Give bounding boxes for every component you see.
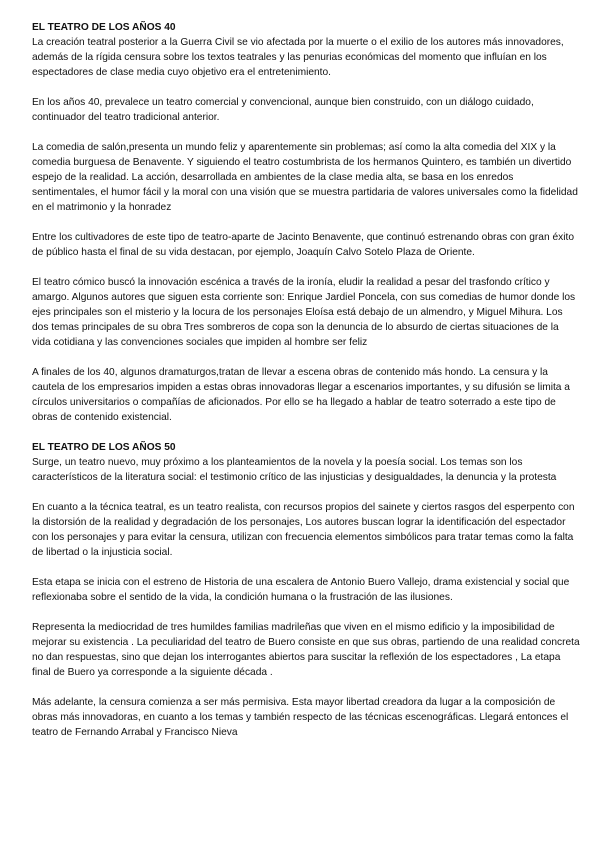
paragraph: Esta etapa se inicia con el estreno de Historia de una escalera de Antonio Buero Vallejo, drama existencial y social que reflexionaba sobre el sentido de la vida, la condición humana o la frustración de las ilusiones. xyxy=(32,577,570,603)
paragraph: En los años 40, prevalece un teatro comercial y convencional, aunque bien construido, con un diálogo cuidado, continuador del teatro tradicional anterior. xyxy=(32,97,534,123)
paragraph: Representa la mediocridad de tres humildes familias madrileñas que viven en el mismo edificio y la imposibilidad de mejorar su existencia . La peculiaridad del teatro de Buero consiste en que sus obras, partiendo de una realidad concreta no dan respuestas, sino que dejan los interrogantes abiertos para suscitar la reflexión de los espectadores , La etapa final de Buero ya corresponde a la siguiente década . xyxy=(32,622,580,678)
paragraph: El teatro cómico buscó la innovación escénica a través de la ironía, eludir la realidad a pesar del trasfondo crítico y amargo. Algunos autores que siguen esta corriente son: Enrique Jardiel Poncela, con sus comedias de humor donde los ejes principales son el misterio y la locura de los personajes Eloísa está debajo de un almendro, y Miguel Mihura. Los dos temas principales de su obra Tres sombreros de copa son la denuncia de lo absurdo de ciertas situaciones de la vida cotidiana y las convenciones sociales que impiden al hombre ser feliz xyxy=(32,277,576,348)
section-heading: EL TEATRO DE LOS AÑOS 40 xyxy=(32,22,176,33)
paragraph: La comedia de salón,presenta un mundo feliz y aparentemente sin problemas; así como la alta comedia del XIX y la comedia burguesa de Benavente. Y siguiendo el teatro costumbrista de los hermanos Quintero, es también un divertido espejo de la realidad. La acción, desarrollada en ambientes de la clase media alta, se basa en los enredos sentimentales, el humor fácil y la moral con una visión que se muestra partidaria de valores universales como la fidelidad en el matrimonio y la honradez xyxy=(32,142,578,213)
section-teatro-anos-40 xyxy=(32,20,580,425)
paragraph: Surge, un teatro nuevo, muy próximo a los planteamientos de la novela y la poesía social. Los temas son los característicos de la literatura social: el testimonio crítico de las injusticias y desigualdades, la denuncia y la protesta xyxy=(32,457,557,483)
document-page xyxy=(32,20,580,755)
paragraph: La creación teatral posterior a la Guerra Civil se vio afectada por la muerte o el exilio de los autores más innovadores, además de la rígida censura sobre los textos teatrales y las penurias económicas del momento que influían en los espectadores de clase media cuyo objetivo era el entretenimiento. xyxy=(32,37,564,78)
section-teatro-anos-50 xyxy=(32,440,580,740)
paragraph: Más adelante, la censura comienza a ser más permisiva. Esta mayor libertad creadora da lugar a la composición de obras más innovadoras, en cuanto a los temas y también respecto de las técnicas escenográficas. Llegará entonces el teatro de Fernando Arrabal y Francisco Nieva xyxy=(32,697,569,738)
paragraph: En cuanto a la técnica teatral, es un teatro realista, con recursos propios del sainete y ciertos rasgos del esperpento con la distorsión de la realidad y degradación de los personajes, Los autores buscan lograr la identificación del espectador con los personajes y para evitar la censura, utilizan con frecuencia elementos simbólicos para tratar temas como la falta de libertad o la injusticia social. xyxy=(32,502,575,558)
section-heading: EL TEATRO DE LOS AÑOS 50 xyxy=(32,442,176,453)
paragraph: A finales de los 40, algunos dramaturgos,tratan de llevar a escena obras de contenido más hondo. La censura y la cautela de los empresarios impiden a estas obras innovadoras llegar a escenarios importantes, y su difusión se limita a círculos universitarios o compañías de aficionados. Por ello se ha llegado a hablar de teatro soterrado a este tipo de obras de contenido existencial. xyxy=(32,367,570,423)
paragraph: Entre los cultivadores de este tipo de teatro-aparte de Jacinto Benavente, que continuó estrenando obras con gran éxito de público hasta el final de su vida destacan, por ejemplo, Joaquín Calvo Sotelo Plaza de Oriente. xyxy=(32,232,574,258)
